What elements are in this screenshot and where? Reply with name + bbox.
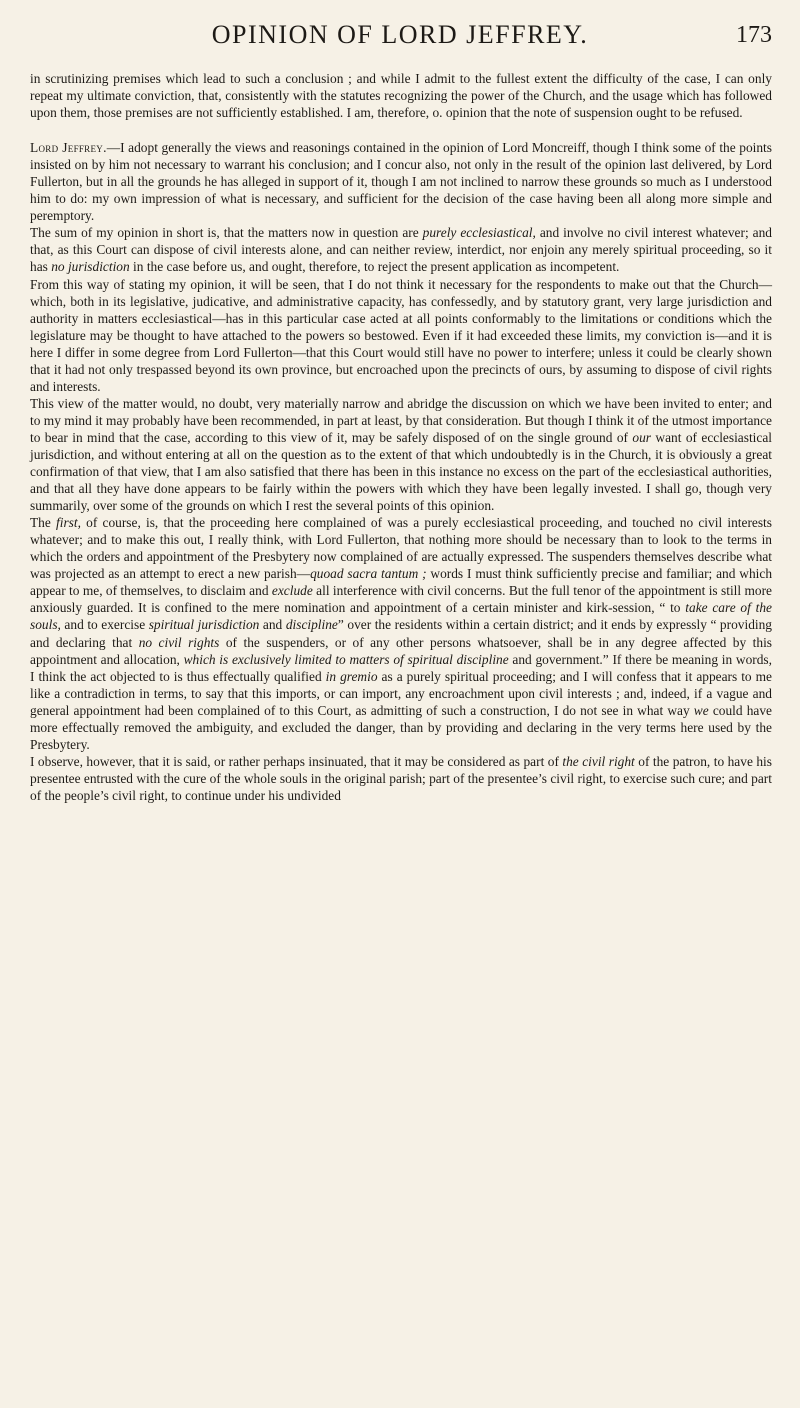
text-run: want of ecclesiastical jurisdiction, and without entering at all on the question as to the extent of that which undoubtedly is in the Church, it is obviously a great confirmation of that view, that I am also satisfied that there has been in this instance no excess on the part of the ecclesiastical authorities, and that all they have done appears to be fairly within the powers with which they have been legally invested. I shall go, though very summarily, over some of the grounds on which I rest the several points of this opinion. (30, 429, 773, 514)
italic-run: the civil right (562, 753, 635, 769)
italic-run: in gremio (325, 668, 378, 684)
text-run: all interference with civil concerns. But the full tenor of the appointment is still more anxiously guarded. It is confined to the mere nomination and appointment of a certain minister and kirk-session, “ to (30, 583, 772, 616)
text-run: and involve no civil interest whatever; and that, as this Court can dispose of civil interests alone, and can neither review, interdict, nor enjoin any merely spiritual proceeding, so it has (30, 225, 772, 275)
italic-run: our (632, 429, 651, 445)
paragraph-6 (30, 514, 772, 753)
text-run: and (259, 617, 286, 633)
text-run: as a purely spiritual proceeding; and I will confess that it appears to me like a contradiction in terms, to say that this imports, or can import, any encroachment upon civil interests ; and, indeed, if a vague and general appointment had been complained of to this Court, as admitting of such a construction, I do not see in what way (30, 668, 772, 718)
italic-run: first, (56, 515, 81, 531)
text-run: in the case before us, and ought, therefore, to reject the present application as incompetent. (129, 259, 620, 275)
text-run: of the suspenders, or of any other persons whatsoever, shall be in any degree affected by this appointment and allocation, (30, 634, 773, 667)
italic-run: no jurisdiction (51, 259, 130, 275)
page-number: 173 (736, 22, 772, 48)
italic-run: take care of the souls, (30, 600, 772, 633)
text-run: of course, is, that the proceeding here complained of was a purely ecclesiastical proceeding, and touched no civil interests whatever; and to make this out, I really think, with Lord Fullerton, that nothing more should be necessary than to look to the terms in which the orders and appointment of the Presbytery now complained of are actually expressed. The suspenders themselves describe what was projected as an attempt to erect a new parish— (30, 515, 772, 582)
paragraph-4: From this way of stating my opinion, it will be seen, that I do not think it necessary for the respondents to make out that the Church—which, both in its legislative, judicative, and administrative capacity, has confessedly, and by statutory grant, very large jurisdiction and authority in matters ecclesiastical—has in this particular case acted at all points conformably to the limitations or conditions which the legislature may be thought to have attached to the powers so bestowed. Even if it had exceeded these limits, my conviction is—and it is here I differ in some degree from Lord Fullerton—that this Court would still have no power to interfere; unless it could be clearly shown that it had not only trespassed beyond its own province, but encroached upon the precincts of ours, by assuming to dispose of civil rights and interests. (30, 276, 772, 394)
text-run: of the patron, to have his presentee entrusted with the cure of the whole souls in the original parish; part of the presentee’s civil right, to exercise such cure; and part of the people’s civil right, to continue under his undivided (30, 753, 772, 803)
body-text (30, 70, 772, 804)
paragraph-5 (30, 395, 772, 514)
paragraph-2-text: —I adopt generally the views and reasonings contained in the opinion of Lord Moncreiff, though I think some of the points insisted on by him not necessary to warrant his conclusion; and I concur also, not only in the result of the opinion last delivered, by Lord Fullerton, but in all the grounds he has alleged in support of it, though I am not inclined to narrow these grounds so much as I understood him to do: my own impression of what is necessary, and sufficient for the decision of the case having been all along more simple and peremptory. (30, 140, 772, 224)
text-run: ” over the residents within a certain district; and it ends by expressly “ providing and declaring that (30, 617, 773, 650)
text-run: This view of the matter would, no doubt, very materially narrow and abridge the discussion on which we have been invited to enter; and to my mind it may probably have been recommended, in part at least, by that consideration. But though I think it of the utmost importance to bear in mind that the case, according to this view of it, may be safely disposed of on the single ground of (30, 395, 772, 445)
text-run: I observe, however, that it is said, or rather perhaps insinuated, that it may be considered as part of (30, 753, 563, 769)
text-run: and government.” If there be meaning in words, I think the act objected to is thus effectually qualified (30, 651, 772, 684)
text-run: words I must think sufficiently precise and familiar; and which appear to me, of themselves, to disclaim and (30, 566, 773, 599)
italic-run: spiritual jurisdiction (148, 617, 260, 633)
paragraph-2 (30, 139, 772, 224)
text-run: The (30, 515, 57, 531)
text-run: and to exercise (60, 617, 149, 633)
italic-run: no civil rights (138, 634, 220, 650)
italic-run: we (693, 702, 709, 718)
speaker-name: Lord Jeffrey. (30, 140, 107, 156)
paragraph-1: in scrutinizing premises which lead to such a conclusion ; and while I admit to the fullest extent the difficulty of the case, I can only repeat my ultimate conviction, that, consistently with the statutes recognizing the power of the Church, and the usage which has followed upon them, those premises are not sufficiently established. I am, therefore, o. opinion that the note of suspension ought to be refused. (30, 71, 772, 121)
text-run: could have more effectually removed the ambiguity, and excluded the danger, than by providing and declaring in the very terms here used by the Presbytery. (30, 702, 772, 752)
italic-run: quoad sacra tantum ; (310, 566, 427, 582)
paragraph-3 (30, 224, 772, 275)
running-head: OPINION OF LORD JEFFREY. (211, 20, 589, 49)
text-run: The sum of my opinion in short is, that the matters now in question are (30, 225, 423, 241)
italic-run: discipline (285, 617, 338, 633)
italic-run: which is exclusively limited to matters of spiritual discipline (183, 651, 509, 667)
italic-run: exclude (271, 583, 313, 599)
italic-run: purely ecclesiastical, (422, 225, 536, 241)
paragraph-7 (30, 753, 772, 804)
page-header (0, 20, 800, 54)
